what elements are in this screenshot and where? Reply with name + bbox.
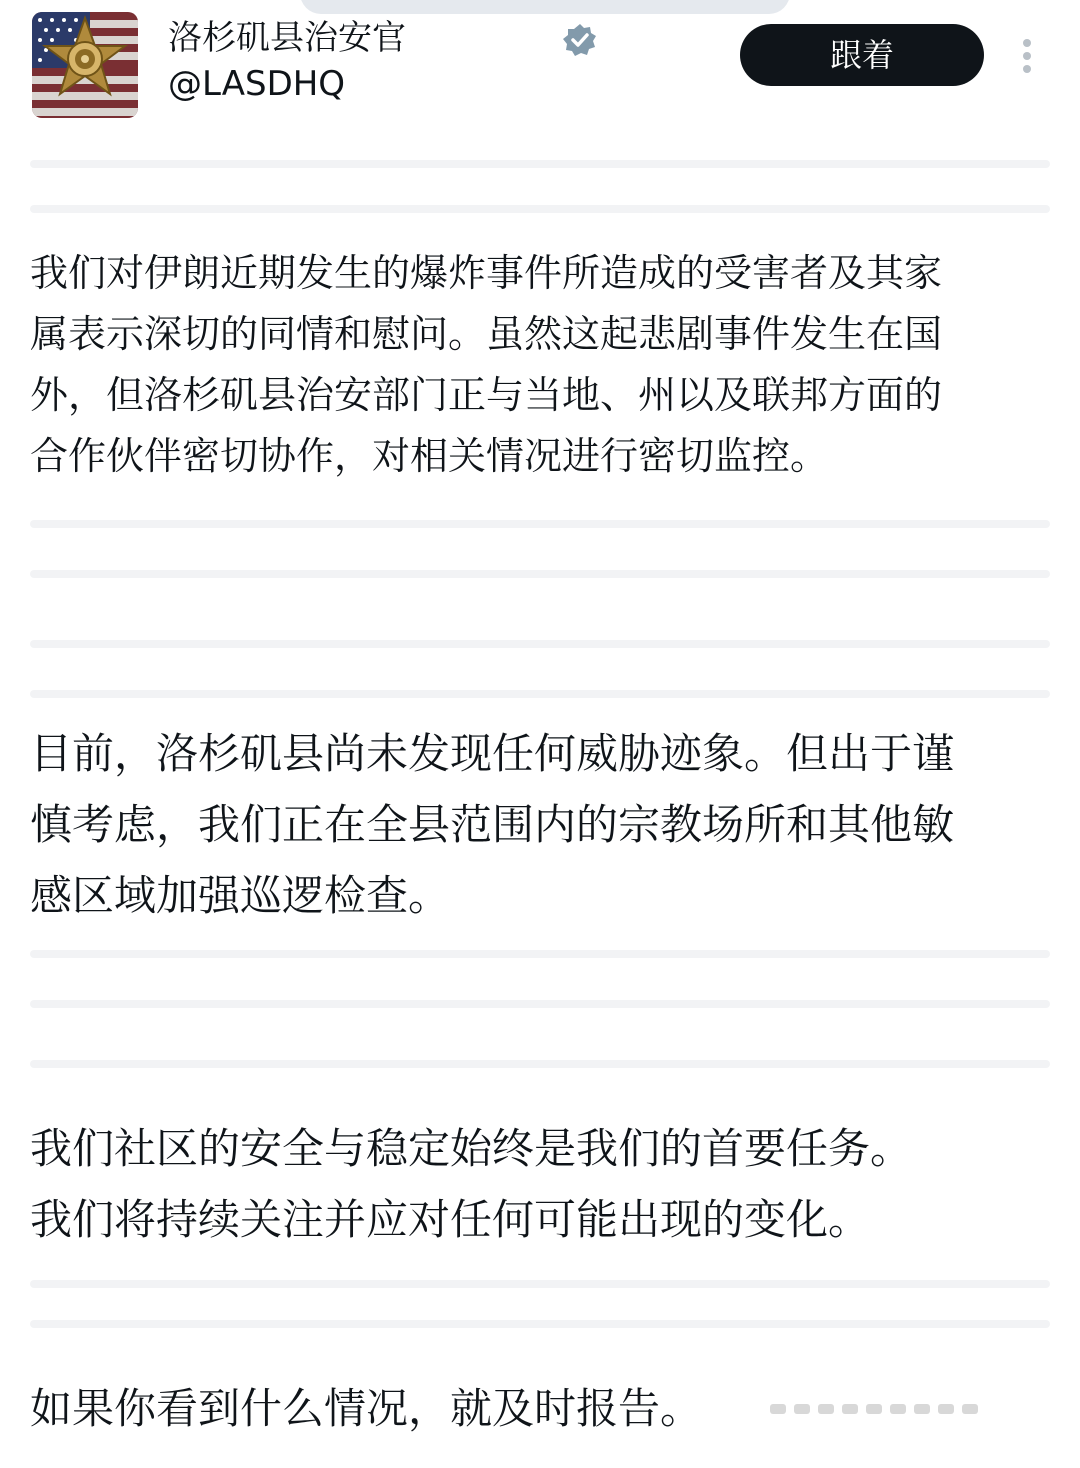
display-name[interactable]: 洛杉矶县治安官: [168, 18, 406, 58]
background-divider: [30, 950, 1050, 958]
background-divider: [30, 640, 1050, 648]
tweet-line: 我们对伊朗近期发生的爆炸事件所造成的受害者及其家: [30, 251, 943, 295]
background-divider: [30, 1320, 1050, 1328]
tweet-line: 慎考虑，我们正在全县范围内的宗教场所和其他敏: [30, 800, 955, 849]
background-divider: [30, 1060, 1050, 1068]
tweet-line: 外，但洛杉矶县治安部门正与当地、州以及联邦方面的: [30, 373, 943, 417]
background-divider: [30, 690, 1050, 698]
follow-button[interactable]: 跟着: [740, 24, 984, 86]
tweet-paragraph-3: [30, 1113, 912, 1255]
tweet-line: 感区域加强巡逻检查。: [30, 871, 451, 920]
background-divider: [30, 1280, 1050, 1288]
tweet-line: 我们社区的安全与稳定始终是我们的首要任务。: [30, 1124, 913, 1173]
background-divider: [30, 570, 1050, 578]
tweet-line: 属表示深切的同情和慰问。虽然这起悲剧事件发生在国: [30, 312, 943, 356]
watermark-icon: [770, 1396, 980, 1422]
account-handle[interactable]: @LASDHQ: [168, 64, 346, 104]
tweet-line: 如果你看到什么情况，就及时报告。: [30, 1384, 703, 1433]
background-divider: [30, 160, 1050, 168]
tweet-line: 合作伙伴密切协作，对相关情况进行密切监控。: [30, 434, 829, 478]
background-divider: [30, 1000, 1050, 1008]
tweet-line: 目前，洛杉矶县尚未发现任何威胁迹象。但出于谨: [30, 729, 955, 778]
tweet-paragraph-2: [30, 718, 954, 931]
background-divider: [30, 520, 1050, 528]
background-divider: [30, 205, 1050, 213]
tweet-line: 我们将持续关注并应对任何可能出现的变化。: [30, 1195, 871, 1244]
tweet-paragraph-4: [30, 1373, 702, 1444]
tweet-paragraph-1: [30, 243, 942, 487]
